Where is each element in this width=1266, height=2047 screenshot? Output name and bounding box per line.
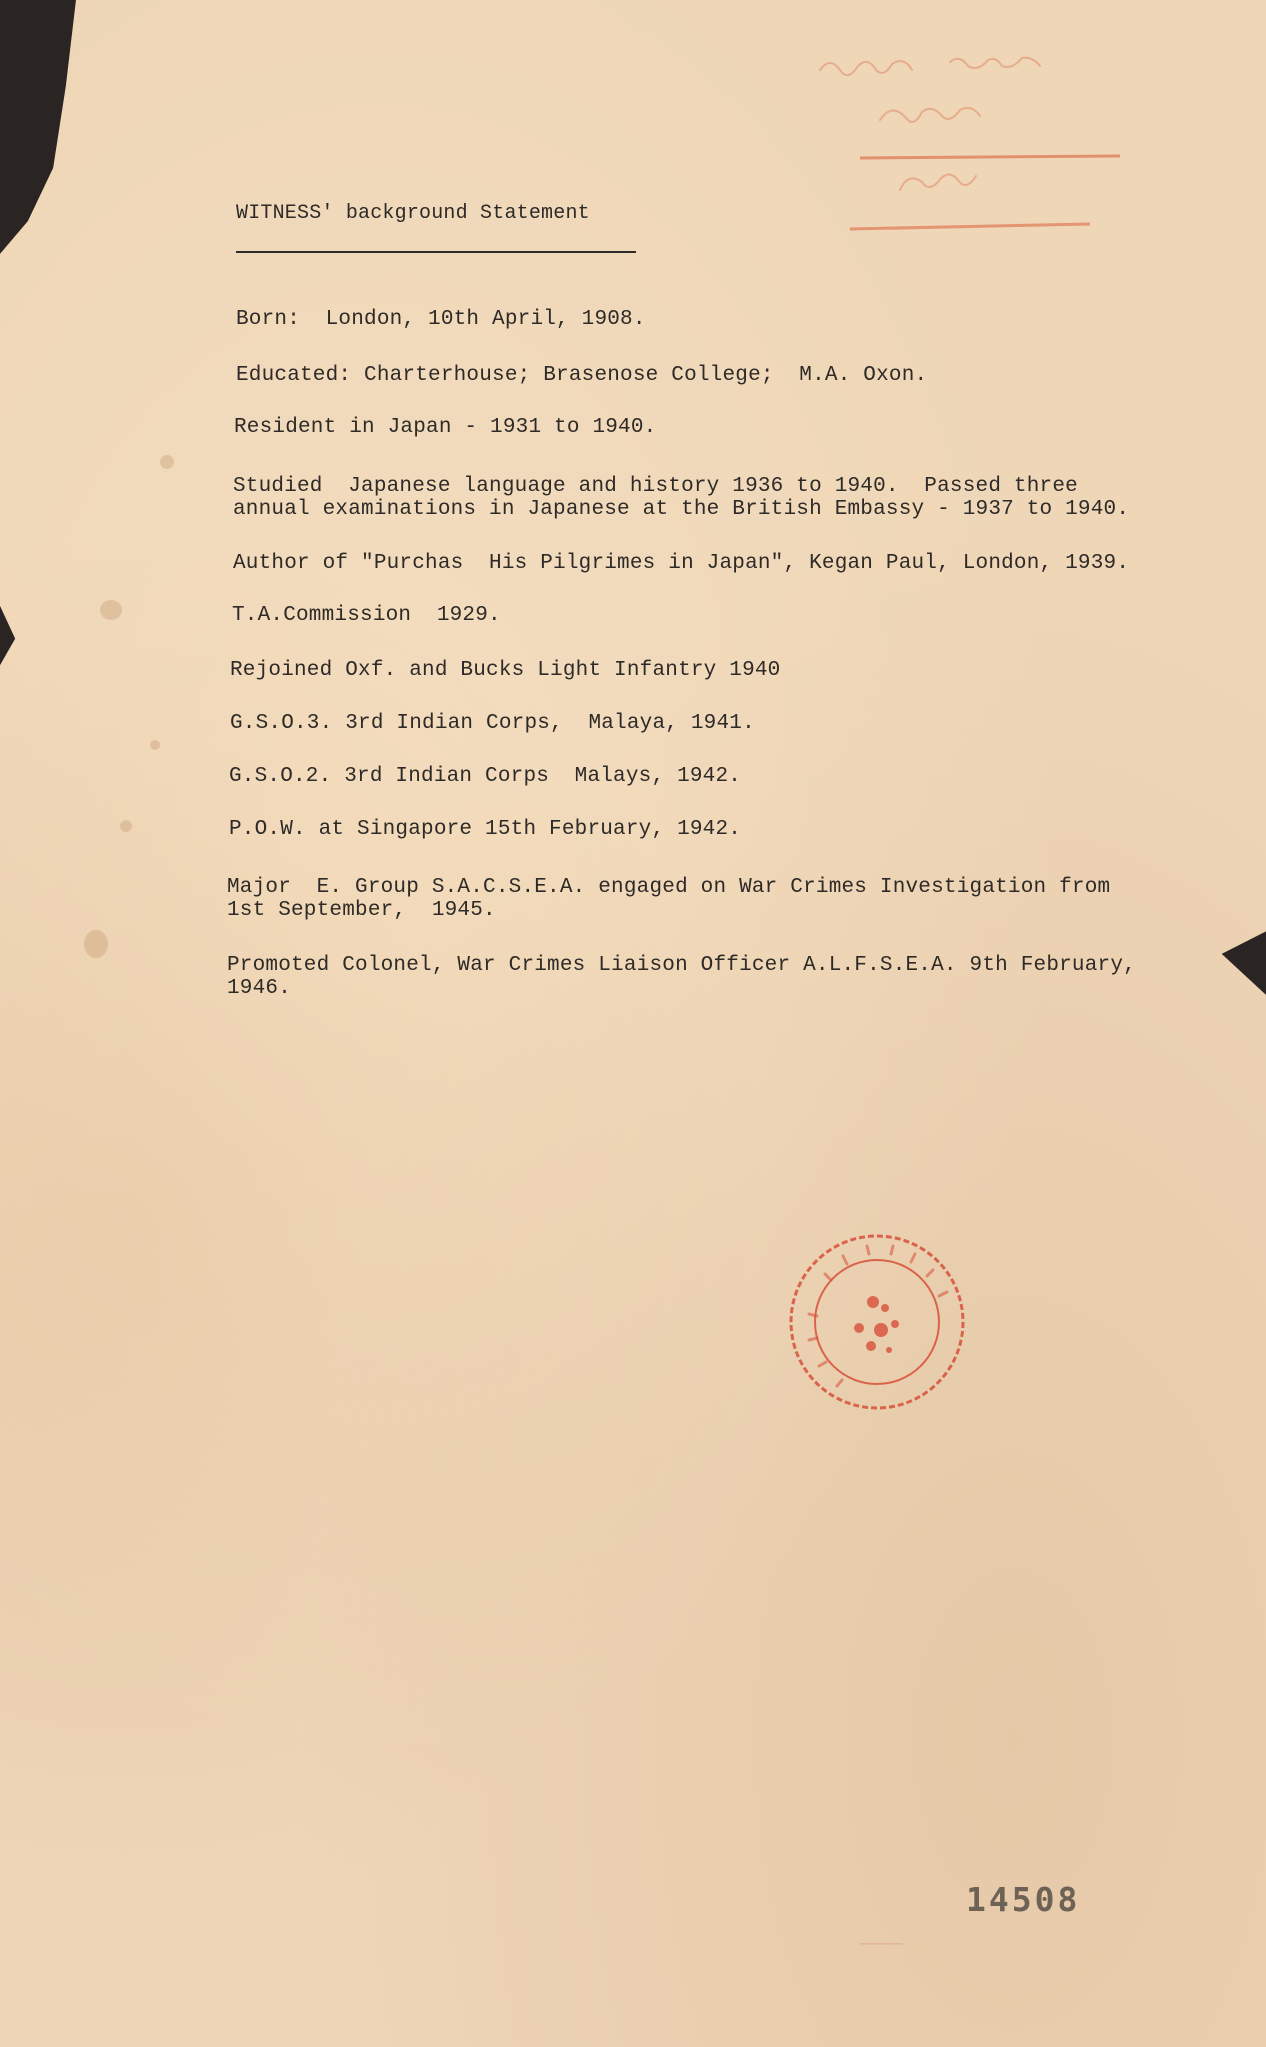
handwritten-annotation [800, 40, 1130, 260]
line-ta-commission: T.A.Commission 1929. [232, 604, 501, 627]
line-major: Major E. Group S.A.C.S.E.A. engaged on War Crimes Investigation from 1st September, 1945. [227, 876, 1111, 922]
stain [84, 930, 108, 958]
stain [100, 600, 122, 620]
line-author: Author of "Purchas His Pilgrimes in Japan", Kegan Paul, London, 1939. [233, 552, 1130, 575]
official-seal-stamp [785, 1230, 970, 1415]
line-studied: Studied Japanese language and history 1936 to 1940. Passed three annual examinations in Japanese at the British Embassy - 1937 to 1940. [233, 475, 1130, 521]
line-gso3: G.S.O.3. 3rd Indian Corps, Malaya, 1941. [230, 712, 755, 735]
line-gso2: G.S.O.2. 3rd Indian Corps Malays, 1942. [229, 765, 742, 788]
document-number: 14508 [966, 1880, 1081, 1919]
stain [160, 455, 174, 469]
line-pow: P.O.W. at Singapore 15th February, 1942. [229, 818, 742, 841]
stain [120, 820, 132, 832]
faint-date-stamp: ─── [860, 1933, 903, 1955]
heading-underline [236, 251, 636, 253]
line-promoted: Promoted Colonel, War Crimes Liaison Officer A.L.F.S.E.A. 9th February, 1946. [227, 954, 1136, 1000]
stain [150, 740, 160, 750]
line-rejoined: Rejoined Oxf. and Bucks Light Infantry 1940 [230, 659, 781, 682]
document-heading: WITNESS' background Statement [236, 202, 590, 225]
line-resident: Resident in Japan - 1931 to 1940. [234, 416, 657, 439]
line-born: Born: London, 10th April, 1908. [236, 308, 646, 331]
line-educated: Educated: Charterhouse; Brasenose College; M.A. Oxon. [236, 364, 928, 387]
